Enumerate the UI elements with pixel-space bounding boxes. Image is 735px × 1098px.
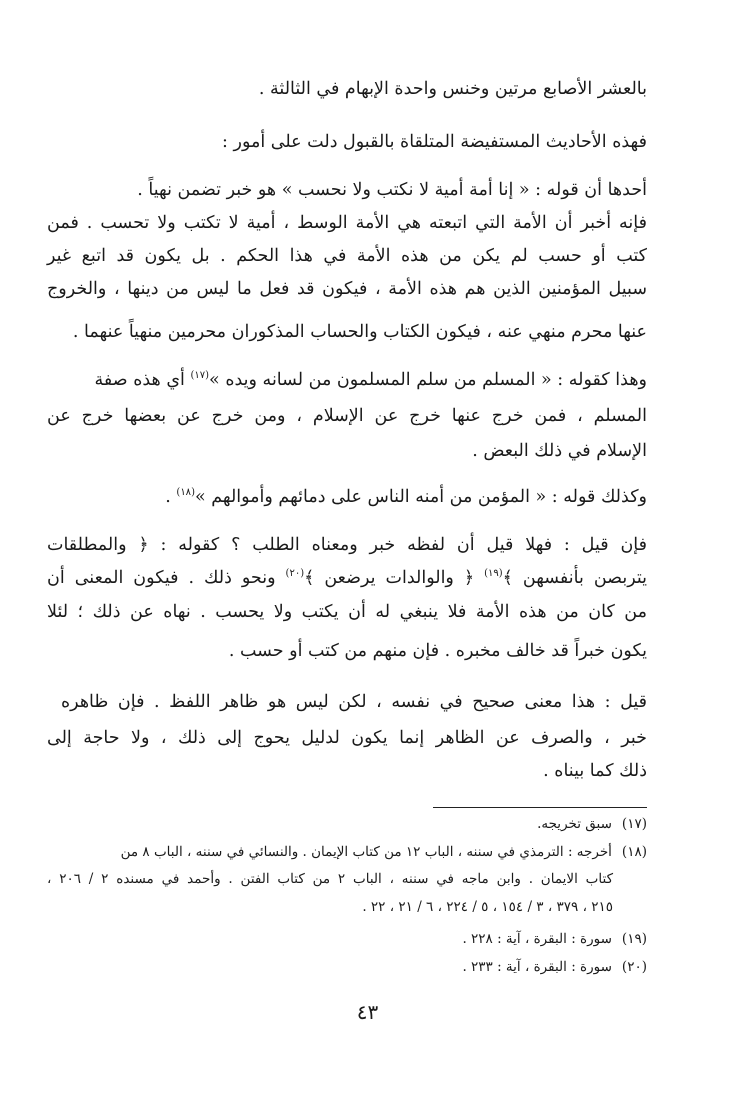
body-line: عنها محرم منهي عنه ، فيكون الكتاب والحساب المذكوران محرمين منهياً عنهما . <box>72 322 647 342</box>
footnote-text: سورة : البقرة ، آية : ٢٣٣ . <box>462 959 612 975</box>
footnote-separator <box>433 807 647 808</box>
body-text: وهذا كقوله : « المسلم من سلم المسلمون من لسانه ويده » <box>209 370 647 390</box>
footnote-number: (١٧) <box>621 816 647 832</box>
footnote-ref-20: (٢٠) <box>285 568 305 580</box>
footnote-number: (١٨) <box>621 844 647 860</box>
body-line: أحدها أن قوله : « إنا أمة أمية لا نكتب ولا نحسب » هو خبر تضمن نهياً . <box>137 180 647 200</box>
body-line: فهذه الأحاديث المستفيضة المتلقاة بالقبول دلت على أمور : <box>222 132 647 152</box>
body-line <box>61 482 647 512</box>
body-line: المسلم ، فمن خرج عنها خرج عن الإسلام ، ومن خرج عن بعضها خرج عن <box>47 406 647 426</box>
body-text: ونحو ذلك . فيكون المعنى أن <box>47 568 286 588</box>
body-text: يتربصن بأنفسهن ﴾ <box>502 568 647 588</box>
body-line: فإن قيل : فهلا قيل أن لفظه خبر ومعناه الطلب ؟ كقوله : ﴿ والمطلقات <box>47 535 647 555</box>
footnote-ref-19: (١٩) <box>484 568 503 580</box>
body-line: قيل : هذا معنى صحيح في نفسه ، لكن ليس هو ظاهر اللفظ . فإن ظاهره <box>61 692 647 712</box>
footnote-text: سورة : البقرة ، آية : ٢٢٨ . <box>462 931 612 947</box>
body-line: كتب أو حسب لم يكن من هذه الأمة في هذا الحكم . بل يكون قد اتبع غير <box>47 246 647 266</box>
body-text: وكذلك قوله : « المؤمن من أمنه الناس على دمائهم وأموالهم » <box>194 487 647 507</box>
body-line <box>47 563 647 593</box>
footnote <box>47 927 647 951</box>
footnote-ref-17: (١٧) <box>190 370 210 382</box>
footnote-text: سبق تخريجه. <box>537 816 612 832</box>
body-line: بالعشر الأصابع مرتين وخنس واحدة الإبهام في الثالثة . <box>258 79 647 99</box>
footnote-ref-18: (١٨) <box>176 487 195 499</box>
body-text: . <box>165 487 177 507</box>
footnote-number: (١٩) <box>621 931 647 947</box>
footnote-continuation: كتاب الايمان . وابن ماجه في سننه ، الباب ٢ من كتاب الفتن . وأحمد في مسنده ٢ / ٢٠٦ ، <box>47 871 613 887</box>
body-line <box>61 365 647 395</box>
body-line: من كان من هذه الأمة فلا ينبغي له أن يكتب ولا يحسب . نهاه عن ذلك ؛ لئلا <box>47 602 647 622</box>
footnote <box>47 955 647 979</box>
body-line: سبيل المؤمنين الذين هم هذه الأمة ، فيكون قد فعل ما ليس من دينها ، والخروج <box>47 279 647 299</box>
footnote-text: أخرجه : الترمذي في سننه ، الباب ١٢ من كتاب الإيمان . والنسائي في سننه ، الباب ٨ من <box>120 844 612 860</box>
footnote <box>47 840 647 864</box>
body-text: ﴿ والوالدات يرضعن ﴾ <box>304 568 485 588</box>
body-line: خبر ، والصرف عن الظاهر إنما يكون لدليل يحوج إلى ذلك ، ولا حاجة إلى <box>47 728 647 748</box>
body-text: أي هذه صفة <box>94 370 191 390</box>
body-line: الإسلام في ذلك البعض . <box>472 441 647 461</box>
footnote-number: (٢٠) <box>621 959 647 975</box>
body-line: يكون خبراً قد خالف مخبره . فإن منهم من كتب أو حسب . <box>228 641 647 661</box>
page-number: ٤٣ <box>356 1000 379 1024</box>
body-line: فإنه أخبر أن الأمة التي اتبعته هي الأمة الوسط ، أمية لا تكتب ولا تحسب . فمن <box>47 213 647 233</box>
body-line: ذلك كما بيناه . <box>543 761 647 781</box>
footnote <box>47 812 647 836</box>
footnote-continuation: ٢١٥ ، ٣٧٩ ، ٣ / ١٥٤ ، ٥ / ٢٢٤ ، ٦ / ٢١ ، ٢٢ . <box>362 899 613 915</box>
